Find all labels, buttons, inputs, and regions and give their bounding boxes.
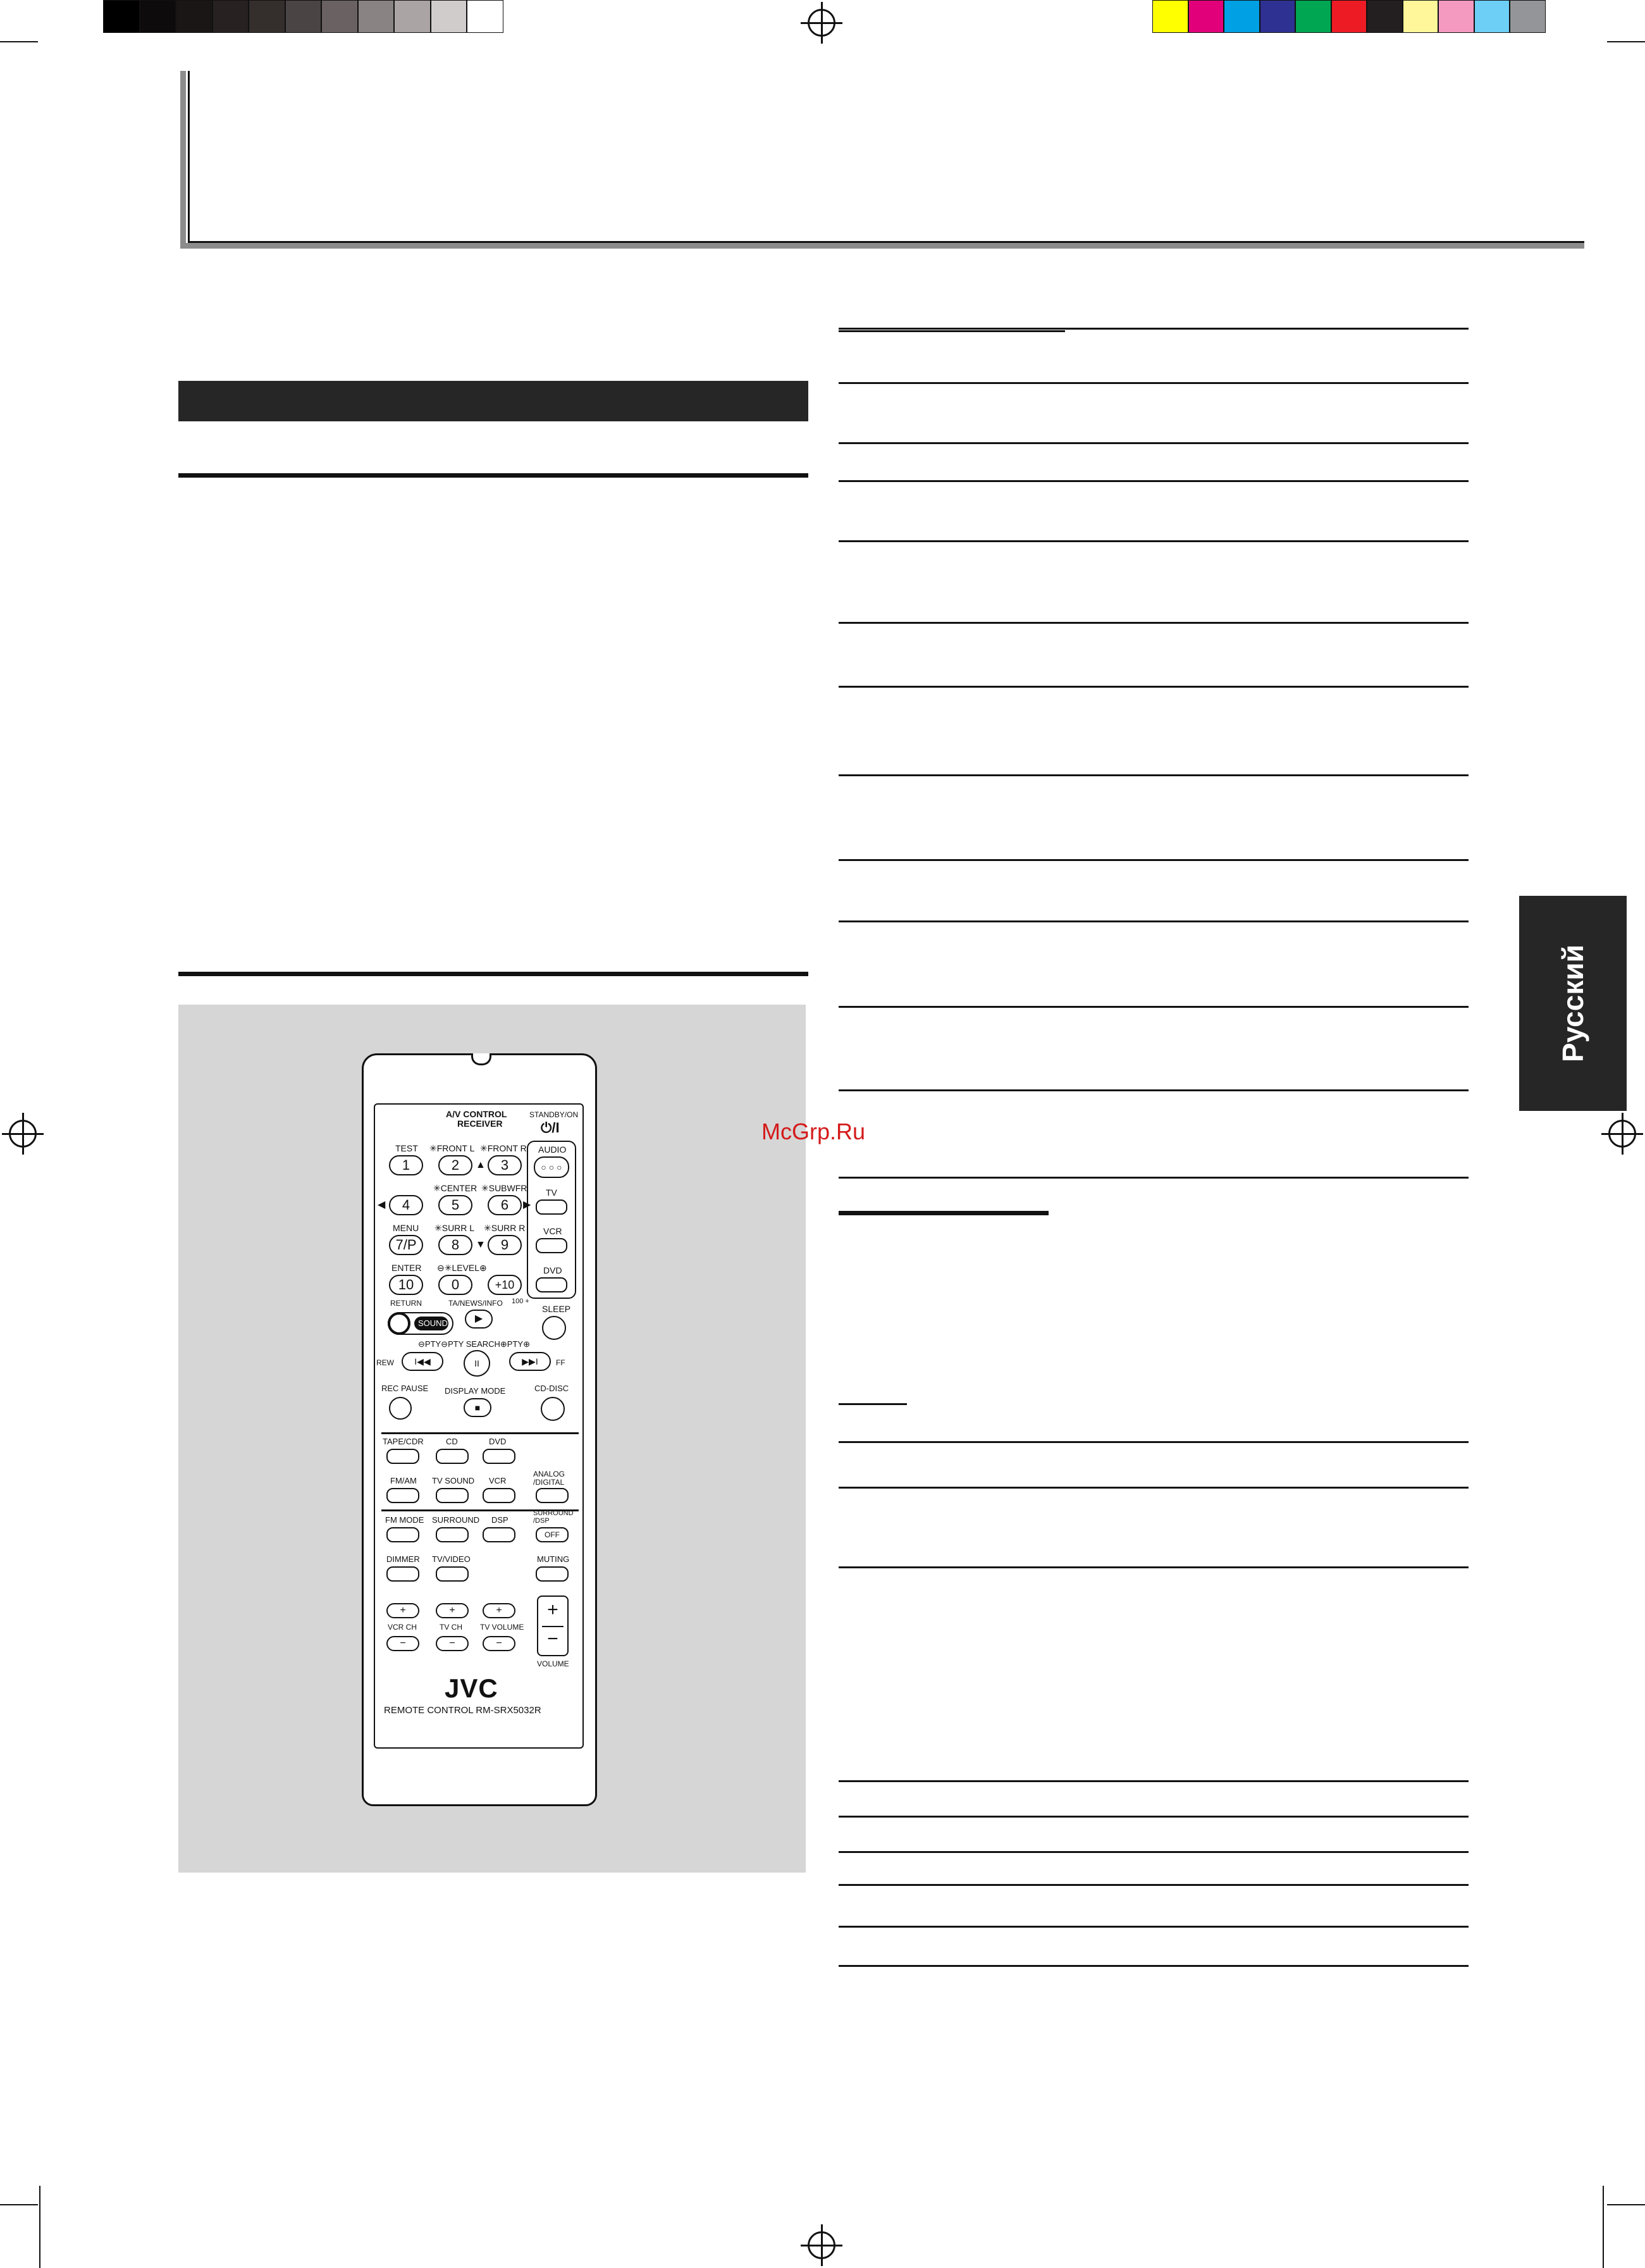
muting-label: MUTING	[537, 1554, 570, 1564]
table-rule	[839, 1816, 1469, 1818]
standby-label: STANDBY/ON	[529, 1110, 579, 1119]
button-5[interactable]: 5	[438, 1195, 472, 1215]
button-6[interactable]: 6	[488, 1195, 522, 1215]
language-tab-label: Русский	[1556, 945, 1589, 1062]
watermark: McGrp.Ru	[761, 1119, 866, 1144]
crop-mark	[1603, 2186, 1604, 2268]
fm-mode-label: FM MODE	[385, 1515, 424, 1525]
gray-swatch	[431, 0, 467, 33]
volume-rocker-divider	[542, 1626, 564, 1627]
heading-underline	[839, 1403, 907, 1405]
surr-l-label: ✳SURR L	[434, 1223, 475, 1233]
table-rule	[839, 920, 1469, 922]
remote-illustration-panel	[178, 1005, 806, 1873]
table-rule	[839, 1926, 1469, 1928]
crop-mark	[1607, 41, 1645, 42]
analog-digital-label: ANALOG /DIGITAL	[533, 1470, 565, 1487]
left-arrow-icon: ◀	[378, 1199, 386, 1210]
cd-disc-button[interactable]	[541, 1397, 565, 1421]
surround-button[interactable]	[436, 1527, 469, 1542]
vcr-label: VCR	[543, 1226, 562, 1236]
remote-face	[374, 1103, 584, 1749]
volume-rocker[interactable]	[537, 1596, 569, 1656]
gray-swatch	[140, 0, 176, 33]
audio-button[interactable]: ○ ○ ○	[534, 1156, 569, 1178]
color-swatch	[1152, 0, 1188, 33]
header-frame-bottom-line	[188, 241, 1584, 243]
test-label: TEST	[395, 1143, 418, 1153]
section-heading-bar	[178, 381, 808, 421]
surround-dsp-label: SURROUND /DSP	[533, 1509, 574, 1525]
registration-mark-bottom	[808, 2231, 835, 2259]
ff-label: FF	[556, 1358, 565, 1367]
remote-header-line1: A/V CONTROL	[446, 1109, 507, 1119]
button-8[interactable]: 8	[438, 1235, 472, 1255]
fm-am-label: FM/AM	[390, 1476, 417, 1485]
gray-swatch	[103, 0, 140, 33]
analog-digital-button[interactable]	[536, 1488, 569, 1503]
dvd-source-button[interactable]	[483, 1449, 515, 1464]
color-swatch	[1224, 0, 1260, 33]
button-4[interactable]: 4	[389, 1195, 423, 1215]
language-tab	[1519, 896, 1627, 1111]
header-frame-left-line	[188, 71, 190, 243]
rec-pause-button[interactable]	[389, 1397, 412, 1420]
header-frame-bottom-bar	[180, 243, 1584, 249]
tv-volume-minus-button[interactable]: −	[483, 1636, 515, 1651]
prev-button[interactable]: I◀◀	[402, 1352, 443, 1371]
menu-label: MENU	[393, 1223, 419, 1233]
right-arrow-icon: ▶	[523, 1199, 531, 1210]
table-rule	[839, 1177, 1469, 1179]
remote-control-body	[362, 1053, 597, 1806]
return-label: RETURN	[390, 1299, 422, 1308]
button-10[interactable]: 10	[389, 1275, 423, 1295]
down-arrow-icon: ▼	[476, 1239, 486, 1250]
remote-header-line2: RECEIVER	[457, 1119, 503, 1129]
crop-mark	[39, 2186, 40, 2268]
display-mode-label: DISPLAY MODE	[445, 1386, 506, 1396]
color-swatch	[1403, 0, 1439, 33]
table-rule	[839, 1965, 1469, 1967]
tv-volume-label: TV VOLUME	[480, 1623, 524, 1632]
dimmer-label: DIMMER	[386, 1554, 420, 1564]
cd-disc-label: CD-DISC	[534, 1384, 569, 1393]
volume-minus-icon: −	[547, 1628, 558, 1649]
level-label: ⊖✳LEVEL⊕	[437, 1263, 487, 1273]
tv-video-label: TV/VIDEO	[432, 1554, 471, 1564]
volume-plus-icon: +	[547, 1599, 558, 1620]
front-r-label: ✳FRONT R	[480, 1143, 527, 1153]
up-arrow-icon: ▲	[476, 1160, 486, 1170]
color-swatch	[1331, 0, 1367, 33]
header-frame-left-bar	[180, 71, 186, 248]
subsection-rule	[178, 972, 808, 976]
surround-label: SURROUND	[432, 1515, 480, 1525]
vcr-ch-minus-button[interactable]: −	[386, 1636, 419, 1651]
tv-button[interactable]	[536, 1199, 567, 1215]
power-icon[interactable]: ⏻/I	[541, 1120, 560, 1136]
table-rule	[839, 1089, 1469, 1091]
fm-am-button[interactable]	[386, 1488, 419, 1503]
dvd-button[interactable]	[536, 1277, 567, 1292]
gray-swatch	[394, 0, 431, 33]
button-2[interactable]: 2	[438, 1155, 472, 1175]
color-swatch	[1295, 0, 1331, 33]
table-rule	[839, 1566, 1469, 1568]
hundred-plus-label: 100 +	[512, 1298, 529, 1305]
volume-label: VOLUME	[537, 1659, 569, 1668]
color-swatch	[1188, 0, 1224, 33]
table-rule	[839, 382, 1469, 384]
registration-mark-right	[1608, 1120, 1636, 1148]
tv-volume-plus-button[interactable]: +	[483, 1603, 515, 1618]
dimmer-button[interactable]	[386, 1566, 419, 1582]
tape-cdr-label: TAPE/CDR	[383, 1437, 424, 1446]
table-rule	[839, 480, 1469, 482]
gray-swatch	[249, 0, 285, 33]
center-label: ✳CENTER	[433, 1183, 477, 1193]
color-swatch	[1367, 0, 1403, 33]
remote-top-notch	[471, 1053, 491, 1065]
subwfr-label: ✳SUBWFR	[481, 1183, 527, 1193]
registration-mark-left	[9, 1120, 37, 1148]
stop-button[interactable]: ■	[464, 1398, 491, 1417]
rew-label: REW	[376, 1358, 394, 1367]
vcr2-label: VCR	[489, 1476, 507, 1485]
table-rule	[839, 1780, 1469, 1782]
cd-button[interactable]	[436, 1449, 469, 1464]
vcr-button[interactable]	[536, 1238, 567, 1253]
button-9[interactable]: 9	[488, 1235, 522, 1255]
sound-button[interactable]	[388, 1312, 453, 1335]
sound-knob	[388, 1312, 410, 1335]
crop-mark	[0, 41, 38, 42]
jvc-logo: JVC	[445, 1673, 498, 1703]
vcr-ch-label: VCR CH	[388, 1623, 417, 1632]
tv-ch-plus-button[interactable]: +	[436, 1603, 469, 1618]
subsection-rule	[178, 473, 808, 478]
table-rule	[839, 1006, 1469, 1008]
gray-swatch	[358, 0, 395, 33]
enter-label: ENTER	[391, 1263, 422, 1273]
gray-swatch	[213, 0, 249, 33]
dsp-button[interactable]	[483, 1527, 515, 1542]
button-3[interactable]: 3	[488, 1155, 522, 1175]
muting-button[interactable]	[536, 1566, 569, 1582]
color-swatch	[1260, 0, 1296, 33]
pause-button[interactable]: II	[464, 1350, 490, 1377]
button-7p[interactable]: 7/P	[389, 1235, 423, 1255]
button-plus10[interactable]: +10	[488, 1275, 522, 1295]
front-l-label: ✳FRONT L	[429, 1143, 475, 1153]
table-rule	[839, 328, 1469, 330]
section-heading-rule	[839, 1211, 1049, 1215]
next-button[interactable]: ▶▶I	[509, 1352, 551, 1371]
play-button[interactable]: ▶	[465, 1310, 493, 1329]
sound-label: SOUND	[418, 1318, 448, 1328]
tv-video-button[interactable]	[436, 1566, 469, 1582]
tv-ch-minus-button[interactable]: −	[436, 1636, 469, 1651]
tv-sound-button[interactable]	[436, 1488, 469, 1503]
sleep-label: SLEEP	[542, 1304, 571, 1314]
gray-swatch	[321, 0, 358, 33]
tv-label: TV	[546, 1187, 557, 1198]
registration-mark-top	[808, 9, 835, 37]
crop-mark	[0, 2204, 38, 2205]
fm-mode-button[interactable]	[386, 1527, 419, 1542]
table-rule	[839, 1884, 1469, 1886]
table-rule	[839, 774, 1469, 776]
surround-off-button[interactable]	[536, 1527, 569, 1542]
gray-swatch	[176, 0, 213, 33]
table-rule	[839, 1487, 1469, 1489]
dvd-label: DVD	[543, 1265, 562, 1275]
color-swatch	[1474, 0, 1510, 33]
table-rule	[839, 686, 1469, 688]
rec-pause-label: REC PAUSE	[381, 1384, 429, 1393]
table-rule	[839, 1441, 1469, 1443]
button-0[interactable]: 0	[438, 1275, 472, 1295]
ta-news-info-label: TA/NEWS/INFO	[448, 1299, 503, 1308]
audio-label: AUDIO	[538, 1144, 567, 1155]
tape-cdr-button[interactable]	[386, 1449, 419, 1464]
table-rule	[839, 1851, 1469, 1853]
gray-swatch	[467, 0, 503, 33]
remote-divider	[381, 1432, 579, 1434]
surr-r-label: ✳SURR R	[484, 1223, 526, 1233]
model-label: REMOTE CONTROL RM-SRX5032R	[384, 1705, 541, 1716]
vcr-source-button[interactable]	[483, 1488, 515, 1503]
button-1[interactable]: 1	[389, 1155, 423, 1175]
crop-mark	[1607, 2204, 1645, 2205]
off-label: OFF	[545, 1530, 560, 1539]
tv-ch-label: TV CH	[440, 1623, 462, 1632]
table-rule	[839, 442, 1469, 444]
color-swatch	[1438, 0, 1474, 33]
table-rule	[839, 622, 1469, 624]
tv-sound-label: TV SOUND	[432, 1476, 475, 1485]
heading-underline	[839, 330, 1065, 332]
pty-search-label: ⊖PTY⊖PTY SEARCH⊕PTY⊕	[418, 1339, 530, 1349]
sleep-button[interactable]	[542, 1316, 566, 1340]
table-rule	[839, 859, 1469, 861]
gray-swatch	[285, 0, 322, 33]
table-rule	[839, 540, 1469, 542]
dsp-label: DSP	[491, 1515, 508, 1525]
cd-label: CD	[446, 1437, 458, 1446]
vcr-ch-plus-button[interactable]: +	[386, 1603, 419, 1618]
dvd2-label: DVD	[489, 1437, 507, 1446]
color-swatch	[1510, 0, 1546, 33]
